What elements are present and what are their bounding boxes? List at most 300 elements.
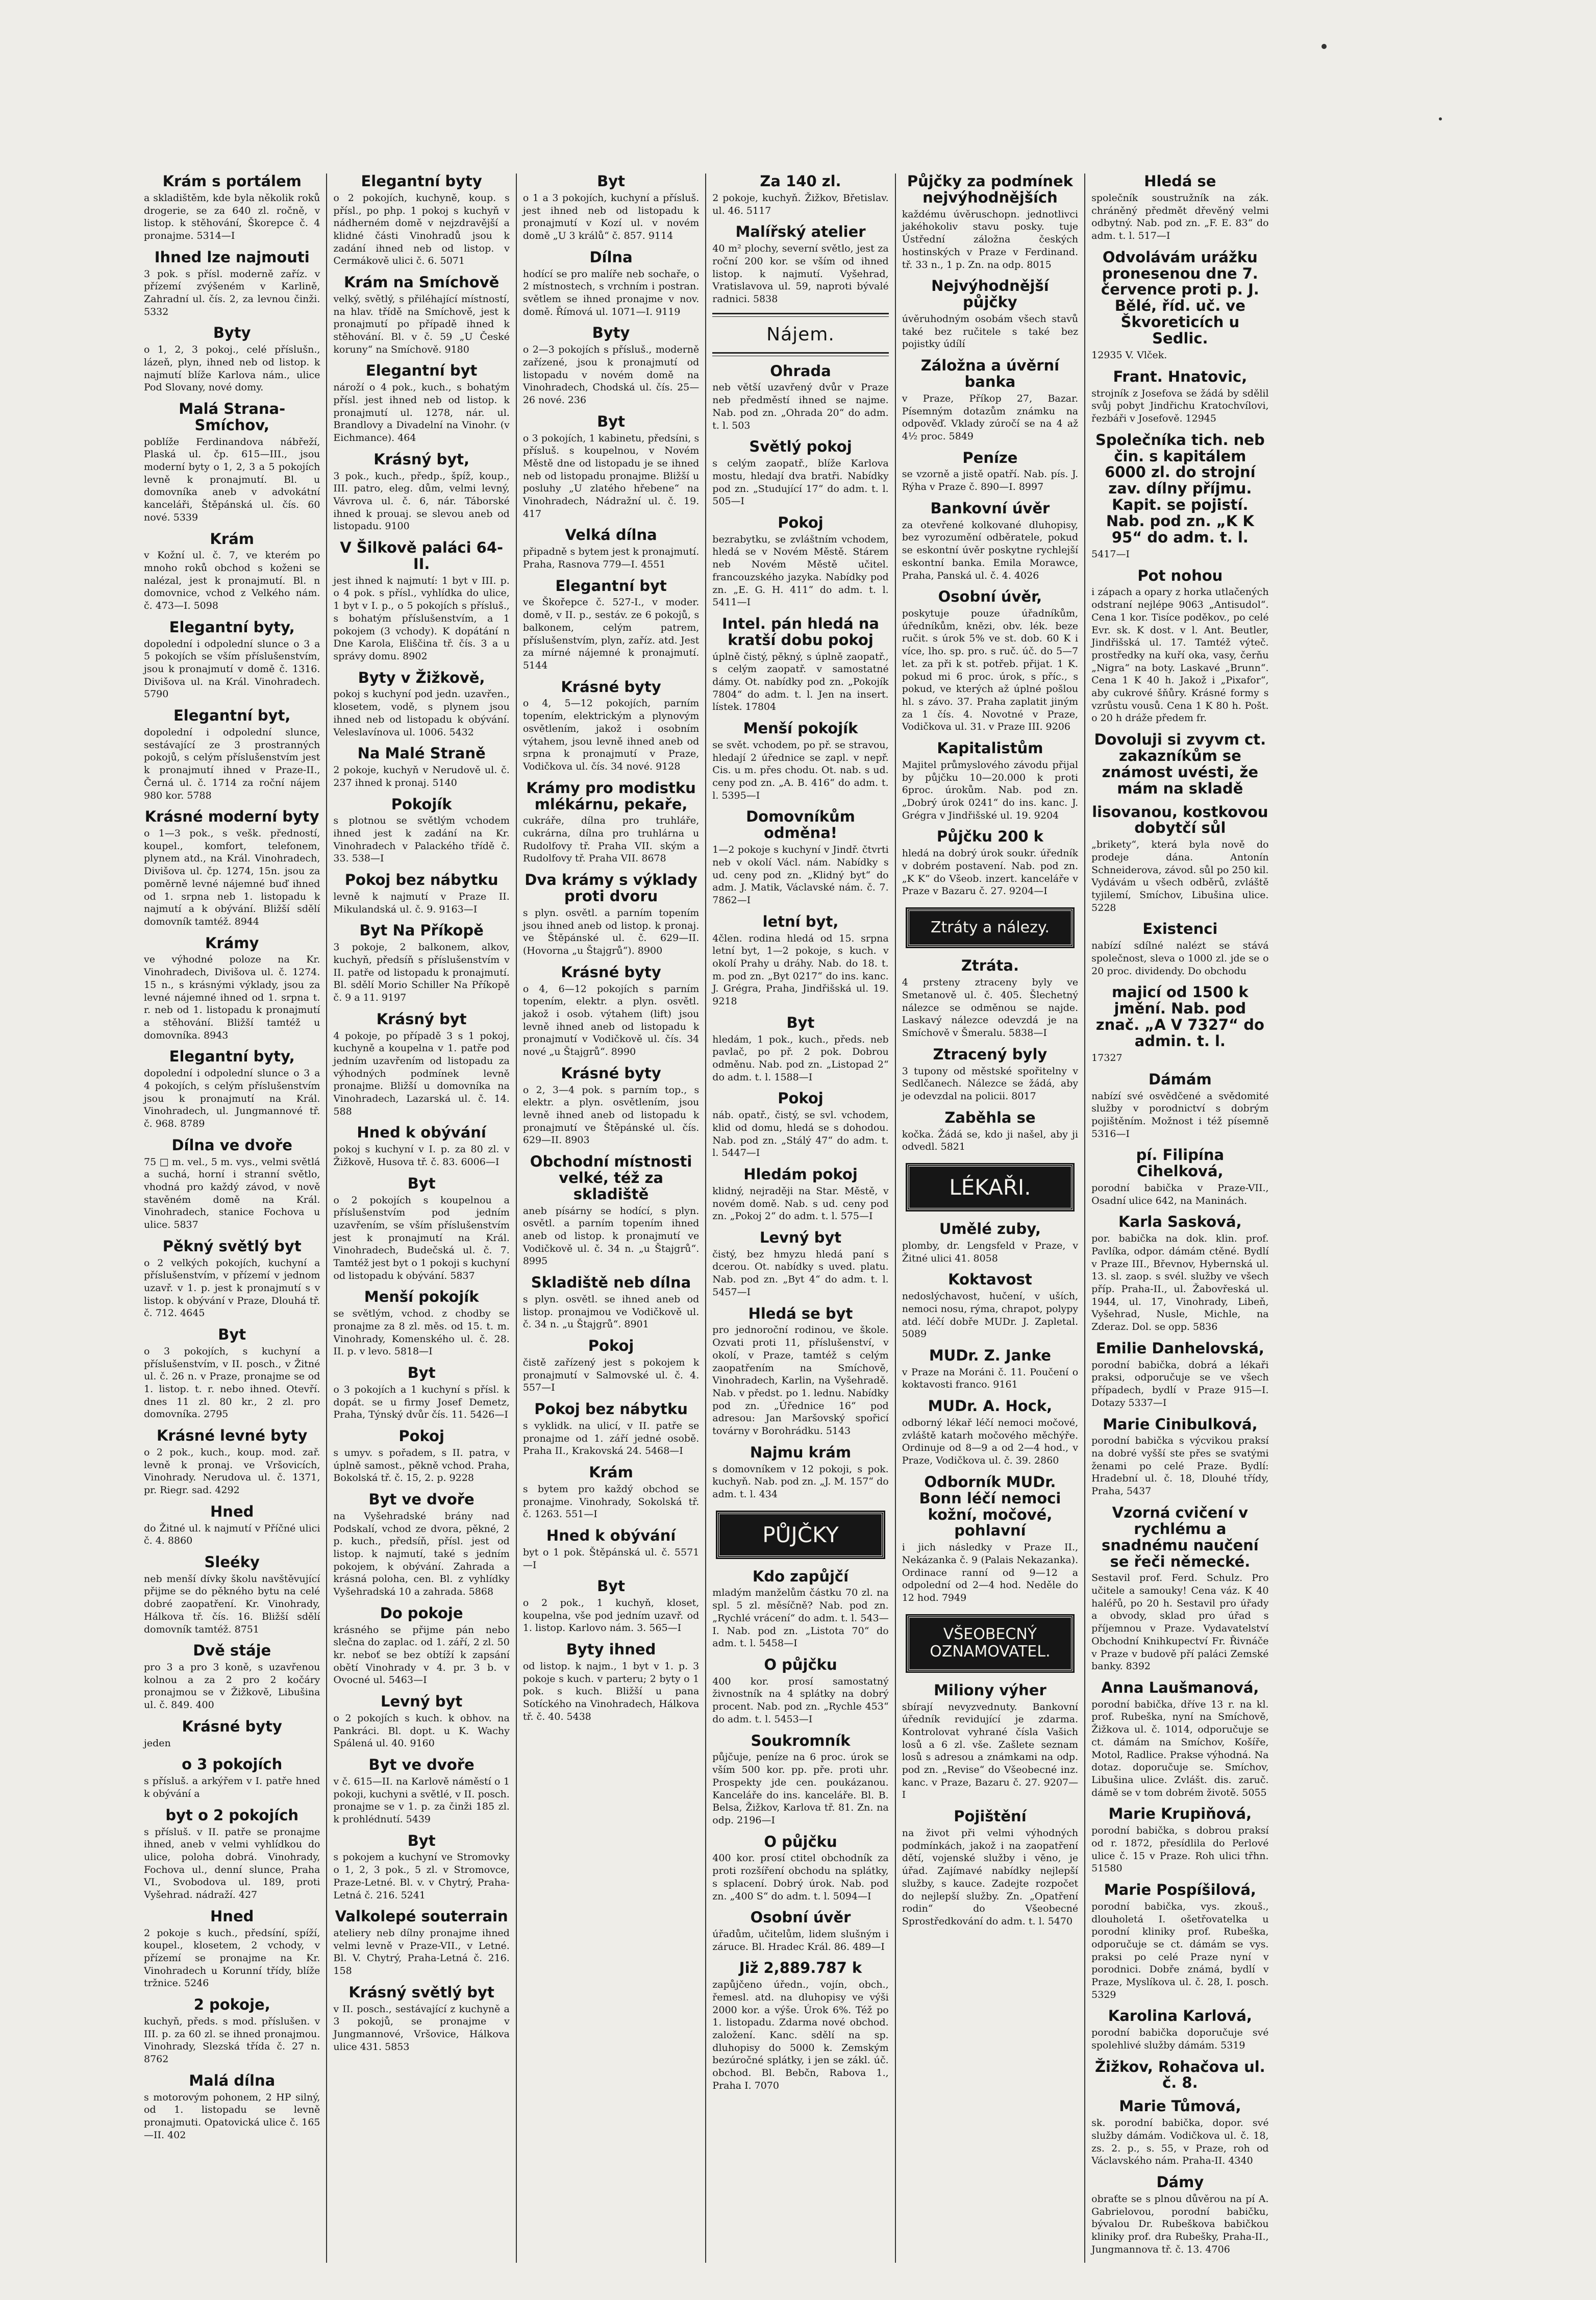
classified-ad: [1091, 2059, 1268, 2092]
classified-ad: [333, 1985, 509, 2054]
ad-heading: Obchodní místnosti velké, též za skladiště: [530, 1153, 692, 1203]
ad-body: o 2—3 pokojích s přísluš., moderně zařízené, jsou k pronajmutí od listopadu v novém domě na Vinohradech, Chodská ul. čís. 25—26 nové. 236: [522, 344, 700, 406]
ad-heading: byt o 2 pokojích: [165, 1806, 299, 1824]
classified-ad: [712, 1445, 888, 1501]
classified-ad: [144, 1327, 320, 1421]
classified-ad: [144, 1757, 320, 1800]
ad-heading: Dílna ve dvoře: [171, 1136, 292, 1154]
ad-heading: Krámy: [205, 934, 259, 952]
ad-body: Majitel průmyslového závodu přijal by půjčku 10—20.000 k proti 6proc. úrokům. Nab. pod zn. „Dobrý úrok 0241“ do ins. kanc. J. Grégra v Jindřišské ul. 19. 9204: [902, 759, 1079, 821]
ad-heading: lisovanou, kostkovou dobytčí sůl: [1092, 803, 1268, 837]
ad-heading: Marie Pospíšilová,: [1104, 1881, 1256, 1898]
ad-heading: Malá dílna: [189, 2071, 276, 2089]
section-label: Nájem.: [766, 324, 835, 345]
classified-ad: [144, 1137, 320, 1231]
classified-ad: [902, 589, 1078, 733]
ad-body: připadně s bytem jest k pronajmutí. Praha, Rasnova 779—I. 4551: [522, 546, 700, 570]
classified-ad: [902, 829, 1078, 898]
classified-ad: [523, 527, 699, 571]
ad-body: porodní babička, dříve 13 r. na kl. prof. Rubeška, nyní na Smíchově, Žižkova ul. č. 1014, odporučuje se ct. dámám na Smíchov, Košíře, Motol, Radlice. Prakse výhodná. Na dotaz. doporučuje se. Smíchov, Libušina ulice. Zvlášt. dis. zaruč. dámě se v tom dobrém životě. 5055: [1091, 1698, 1269, 1798]
ad-body: 2 pokoje, kuchyň v Nerudově ul. č. 237 ihned k pronaj. 5140: [333, 764, 510, 788]
classified-ad: [1091, 369, 1268, 425]
classified-ad: [144, 1808, 320, 1901]
ad-body: o 1—3 pok., s vešk. předností, koupel., komfort, telefonem, plynem atd., na Král. Vinohradech, Divišova ul. čp. 1274, 15n. jsou za poměrně levné nájemné buď ihned od 1. srpna neb 1. listopadu k najmutí a k obývání. Bližší sdělí domovník tamtéž. 8944: [144, 828, 320, 927]
ad-heading: Koktavost: [948, 1271, 1032, 1289]
classified-ad: [1091, 1806, 1268, 1875]
ad-heading: Ztracený byly: [933, 1045, 1048, 1063]
ad-heading: Světlý pokoj: [749, 438, 852, 456]
ad-body: 75 □ m. vel., 5 m. vys., velmi světlá a suchá, horní i stranní světlo, vhodná pro každý závod, v nově stavěném domě na Král. Vinohradech, stanice Fochova u ulice. 5837: [144, 1156, 320, 1230]
ad-body: zapůjčeno úředn., vojín, obch., řemesl. atd. na dluhopisy ve výši 2000 kor. a výše. Úrok 6%. Též po 1. listopadu. Zdarma nové obchod. založení. Kanc. sdělí na sp. dluhopisy do 5000 k. Zemským bezúročné splátky, i jen se zákl. úč. obchod. Bl. Bebčn, Rabova 1., Praha I. 7070: [712, 1979, 889, 2091]
ad-heading: Hledá se: [1144, 172, 1216, 190]
ad-body: v č. 615—II. na Karlově náměstí o 1 pokoji, kuchyni a světlé, v II. posch. pronajme se v 1. p. za činži 185 zl. k prohlédnutí. 5439: [333, 1775, 510, 1825]
ad-body: o 3 pokojích, 1 kabinetu, předsíni, s přísluš. s koupelnou, v Novém Městě dne od listopadu je se ihned neb od listopadu pronajme. Bližší u posluhy „U zlatého hřebene“ na Vinohradech, Nádražní ul. č. 19. 417: [522, 432, 700, 520]
ad-body: s celým zaopatř., blíže Karlova mostu, hledají dva bratři. Nabídky pod zn. „Studující 17“ do adm. t. l. 505—I: [712, 458, 889, 507]
ad-heading: Karolina Karlová,: [1108, 2007, 1252, 2025]
classified-ad: [712, 1230, 888, 1299]
ad-heading: Miliony výher: [934, 1681, 1046, 1699]
ad-heading: Pokojík: [391, 795, 452, 813]
ad-heading: Krásný světlý byt: [348, 1983, 494, 2001]
ad-body: 2 pokoje, kuchyň. Žižkov, Břetislav. ul. 46. 5117: [712, 192, 889, 216]
ad-body: úplně čistý, pěkný, s úplně zaopatř., s celým zaopatř. v samostatné dámy. Ot. nabídky pod zn. „Pokojík 7804“ do adm. t. l. Jen na insert. lístek. 17804: [712, 651, 889, 713]
classified-ad: [333, 872, 509, 916]
ad-body: o 2 pok., 1 kuchyň, kloset, koupelna, vše pod jedním uzavř. od 1. listop. Karlovo nám. 3. 565—I: [522, 1597, 700, 1634]
ad-heading: Menší pokojík: [364, 1288, 479, 1306]
classified-ad: [902, 1348, 1078, 1391]
classified-ad: [712, 721, 888, 802]
ad-body: v Kožní ul. č. 7, ve kterém po mnoho roků obchod s koženi se nalézal, jest k pronajmutí. Bl. n domovnice, vchod z Velkého nám. č. 473—I. 5098: [144, 550, 320, 612]
ad-body: o 3 pokojích, s kuchyní a příslušenstvím, v II. posch., v Žitné ul. č. 26 n. v Praze, pronajme se od 1. listop. t. r. nebo ihned. Otevří. dnes 11 zl. 80 kr., 2 zl. pro domovníka. 2795: [144, 1345, 320, 1420]
ad-heading: Odvolávám urážku pronesenou dne 7. července proti p. J. Bělé, říd. uč. ve Škvoreticích u Sedlic.: [1101, 248, 1259, 348]
ad-body: s domovníkem v 12 pokoji, s pok. kuchyň. Nab. pod zn. „J. M. 157“ do adm. t. l. 434: [712, 1463, 889, 1500]
ad-body: o 2 pokojích s koupelnou a příslušenstvím pod jedním uzavřením, se vším příslušenstvím jest k pronajmutí na Král. Vinohradech, Budečská ul. č. 7. Tamtéž jest byt o 1 pokoji s kuchyní od listopadu k obývání. 5837: [333, 1194, 510, 1281]
ad-heading: Dámám: [1149, 1070, 1212, 1088]
ad-body: o 2 pok., kuch., koup. mod. zař. levně k pronaj. ve Vršovicích, Vinohrady. Nerudova ul. č. 1371, pr. Riegr. sad. 4292: [144, 1446, 320, 1496]
ad-heading: Marie Krupiňová,: [1108, 1805, 1252, 1823]
classified-ad: [523, 780, 699, 865]
ad-heading: letní byt,: [762, 912, 839, 930]
ad-heading: Byt ve dvoře: [368, 1490, 475, 1508]
classified-ad: [523, 964, 699, 1058]
ad-body: čistě zařízený jest s pokojem k pronajmutí v Salmovské ul. č. 4. 557—I: [522, 1356, 700, 1394]
ad-body: se vzorně a jistě opatří. Nab. pís. J. Rýha v Praze č. 890—I. 8997: [902, 468, 1079, 493]
ad-heading: Dámy: [1156, 2173, 1204, 2191]
ad-heading: Byt: [407, 1832, 436, 1849]
ad-body: na Vyšehradské brány nad Podskalí, vchod ze dvora, pěkné, 2 p. kuch., předsíň, přísl. jest od listop. k najmutí, také s jedním pokojem, k obývání. Zahrada a krásná poloha, cen. Bl. z vyhlídky Vyšehradská 10 a zahrada. 5868: [333, 1510, 510, 1597]
ad-body: porodní babička doporučuje své spolehlivé služby dámám. 5319: [1091, 2027, 1269, 2051]
ad-body: 3 pokoje, 2 balkonem, alkov, kuchyň, předsíň s příslušenstvím v II. patře od listopadu k pronajmutí. Bl. sdělí Morio Schiller Na Příkopě č. 9 a 11. 9197: [333, 942, 510, 1004]
section-box: LÉKAŘI.: [907, 1165, 1073, 1210]
classified-ad: [902, 1398, 1078, 1467]
ad-heading: Malířský atelier: [735, 223, 866, 241]
section-box: Ztráty a nálezy.: [907, 909, 1073, 947]
classified-ad: [1091, 1214, 1268, 1333]
classified-ad: [523, 1578, 699, 1635]
ad-heading: Půjčky za podmínek nejvýhodnějších: [907, 172, 1073, 206]
ad-body: 2 pokoje s kuch., předsíní, spíží, koupel., klosetem, 2 vchody, v přízemí se pronajme na Kr. Vinohradech u Korunní třídy, blíže tržnice. 5246: [144, 1927, 320, 1989]
ad-body: aneb písárny se hodící, s plyn. osvětl. a parním topením ihned aneb od listop. k pronajmutí ve Vodičkově ul. č. 34 n. „u Štajgrů“. 8995: [522, 1205, 700, 1267]
ad-heading: Ohrada: [770, 362, 831, 380]
ad-heading: Byt: [218, 1325, 246, 1343]
classified-ad: [902, 1683, 1078, 1801]
classified-ad: [523, 414, 699, 521]
classified-ad: [1091, 1505, 1268, 1673]
ad-body: 1—2 pokoje s kuchyní v Jindř. čtvrti neb v okolí Václ. nám. Nabídky s ud. ceny pod zn. „Klidný byt“ do adm. J. Matik, Václavské nám. č. 7. 7862—I: [712, 844, 889, 906]
ad-heading: Krám: [589, 1463, 633, 1481]
ad-body: bezrabytku, se zvláštním vchodem, hledá se v Novém Městě. Stárem neb Novém Městě učitel. francouzského jazyka. Nabídky pod zn. „E. G. H. 411“ do adm. t. l. 5411—I: [712, 533, 889, 608]
ad-heading: Ztráta.: [961, 957, 1019, 975]
ad-body: i zápach a opary z horka utlačených odstraní nejlépe 9063 „Antisudol“. Cena 1 kor. Tisíce poděkov., po celé Evr. sk. K dost. v l. Ant. Beutler, Jindřišská ul. 17. Tamtéž výteč. prostředky na kuří oka, vasy, čerňu „Nigra“ na boty. Laskavé „Brunn“. Cena 1 K 40 h. Jakož i „Pixafor“, aby cukrové šňůry. Krásné formy s vzrůstu vousů. Cena 1 K 80 h. Pošt. o 20 h dráže předem fr.: [1091, 586, 1269, 724]
ad-body: a skladištěm, kde byla několik roků drogerie, se za 640 zl. ročně, v listop. k stěhování, Škorepce č. 4 pronajme. 5314—I: [144, 192, 320, 241]
classified-ad: [902, 278, 1078, 351]
classified-ad: [712, 1960, 888, 2092]
classified-ad: [1091, 1147, 1268, 1207]
column-6: [1085, 174, 1275, 2263]
ad-body: levně k najmutí v Praze II. Mikulandská ul. č. 9. 9163—I: [333, 891, 510, 915]
classified-ad: [902, 958, 1078, 1039]
ad-heading: Emilie Danhelovská,: [1095, 1339, 1264, 1357]
ad-heading: Kapitalistům: [937, 739, 1043, 757]
ad-body: za otevřené kolkované dluhopisy, bez vyrozumění odběratele, pokud se eskontní úvěr poskytne rychlejší eskontní banka. Emila Morawce, Praha, Panská ul. č. 4. 4026: [902, 519, 1079, 581]
ad-heading: Menší pokojík: [743, 720, 858, 737]
ad-body: s bytem pro každý obchod se pronajme. Vinohrady, Sokolská tř. č. 1263. 551—I: [522, 1483, 700, 1520]
ad-body: v II. posch., sestávající z kuchyně a 3 pokojů, se pronajme v Jungmannové, Vršovice, Hálkova ulice 431. 5853: [333, 2003, 510, 2052]
ad-heading: Krámy pro modistku mlékárnu, pekaře,: [526, 779, 696, 813]
classified-ad: [1091, 1882, 1268, 2001]
ad-body: s plyn. osvětl. se ihned aneb od listop. pronajmou ve Vodičkově ul. č. 34 n. „u Štajgrů“. 8901: [522, 1294, 700, 1330]
classified-ad: [902, 501, 1078, 582]
ad-heading: Elegantní byty,: [169, 618, 295, 636]
ad-heading: O půjčku: [764, 1655, 837, 1673]
ad-heading: Osobní úvěr,: [938, 588, 1042, 606]
ad-heading: 2 pokoje,: [193, 1996, 270, 2014]
ad-heading: Osobní úvěr: [750, 1909, 851, 1926]
ad-body: dopolední i odpolední slunce, sestávající ze 3 prostranných pokojů, s celým příslušenstvím jest k pronajmutí ihned v Praze-II., Černá ul. č. 1714 za roční nájem 980 kor. 5788: [144, 727, 320, 801]
ad-heading: Bankovní úvěr: [930, 499, 1050, 517]
ad-heading: Pokoj: [398, 1427, 444, 1445]
ad-heading: Levný byt: [381, 1692, 463, 1710]
ad-heading: Do pokoje: [380, 1604, 463, 1622]
ad-body: náb. opatř., čistý, se svl. vchodem, klid od domu, hledá se s dohodou. Nab. pod zn. „Stálý 47“ do adm. t. l. 5447—I: [712, 1109, 889, 1159]
ad-body: porodní babička, s dobrou praksí od r. 1872, přesídlila do Perlové ulice č. 15 v Praze. Roh ulici třhn. 51580: [1091, 1825, 1269, 1874]
ad-body: ve Škořepce č. 527-I., v moder. domě, v II. p., sestáv. ze 6 pokojů, s balkonem, celým patrem, příslušenstvím, plyn, zaříz. atd. Jest za mírné nájemné k pronajmutí. 5144: [522, 597, 700, 671]
ad-body: nedoslýchavost, hučení, v uších, nemoci nosu, rýma, chrapot, polypy atd. léčí dobře MUDr. J. Zapletal. 5089: [902, 1291, 1079, 1340]
column-2: [327, 174, 516, 2263]
ad-heading: Krásné levné byty: [157, 1426, 308, 1444]
ad-heading: Společníka tich. neb čin. s kapitálem 6000 zl. do strojní zav. dílny příjmu. Kapit. se pojistí. Nab. pod zn. „K K 95“ do adm. t. l.: [1095, 431, 1265, 546]
ad-heading: Pokoj bez nábytku: [344, 871, 498, 889]
ad-heading: Pot nohou: [1137, 566, 1223, 584]
ad-body: poblíže Ferdinandova nábřeží, Plaská ul. čp. 615—III., jsou moderní byty o 1, 2, 3 a 5 pokojích levně k pronajmutí. Bl. u domovníka aneb v advokátní kanceláři, Štěpánská ul. čís. 60 nové. 5339: [144, 436, 320, 523]
ad-body: dopolední i odpolední slunce o 3 a 4 pokojích, s celým příslušenstvím jsou k pronajmutí na Král. Vinohradech, ul. Jungmannové tř. č. 968. 8789: [144, 1068, 320, 1129]
classified-ad: [523, 1465, 699, 1521]
ad-heading: Pokoj: [778, 1090, 824, 1107]
ad-heading: Byt: [597, 412, 625, 430]
ad-body: na život při velmi výhodných podmínkách, jakož i na zaopatření dětí, vojenské služby i věno, je úřad. Zajímavé nabídky nejlepší služby, s kauce. Zadejte rozpočet do nejlepší služby. Zn. „Opatření rodin“ do Všeobecné Sprostředkování do adm. t. l. 5470: [902, 1827, 1079, 1927]
ad-body: byt o 1 pok. Štěpánská ul. č. 5571—I: [522, 1546, 700, 1571]
classified-ad: [902, 358, 1078, 443]
ad-body: do Žitné ul. k najmutí v Příčné ulici č. 4. 8860: [144, 1522, 320, 1547]
ad-heading: Byt: [597, 172, 625, 190]
ad-body: 400 kor. prosí ctitel obchodník za proti rozšíření obchodu na splátky, s splacení. Dobrý úrok. Nab. pod zn. „400 S“ do adm. t. l. 5094—I: [712, 1852, 889, 1902]
classified-ad: [902, 174, 1078, 271]
classified-ad: [144, 1554, 320, 1636]
ad-body: sk. porodní babička, dopor. své služby dámám. Vodičkova ul. č. 18, zs. 2. p., s. 55, v Praze, roh od Václavského nám. Praha-II. 4340: [1091, 2117, 1269, 2167]
classified-ad: [712, 174, 888, 217]
classified-ad: [1091, 432, 1268, 561]
ad-heading: O půjčku: [764, 1833, 837, 1850]
classified-ad: [333, 670, 509, 739]
classified-ad: [333, 452, 509, 533]
ad-heading: Krásný byt: [376, 1010, 467, 1028]
ad-heading: Pokoj: [588, 1337, 634, 1355]
ad-heading: Pokoj bez nábytku: [534, 1400, 688, 1418]
ad-body: 400 kor. prosí samostatný živnostník na 4 splátky na dobrý procent. Nab. pod zn. „Rychle 453“ do adm. t. l. 5453—I: [712, 1675, 889, 1725]
classified-ad: [1091, 1680, 1268, 1799]
classified-ad: [902, 1047, 1078, 1103]
classified-ad: [333, 1428, 509, 1485]
ad-heading: Krásné byty: [561, 1064, 661, 1082]
classified-ad: [902, 1221, 1078, 1265]
ad-body: hledá na dobrý úrok soukr. úředník v dobrém postavení. Nab. pod zn. „K K“ do Všeob. inzert. kanceláře v Praze v Bazaru č. 27. 9204—I: [902, 848, 1079, 897]
section-rule: [712, 313, 888, 317]
classified-ad: [712, 1167, 888, 1223]
ad-body: o 3 pokojích a 1 kuchyní s přísl. k dopát. se u firmy Josef Demetz, Praha, Týnský dvůr čís. 11. 5426—I: [333, 1383, 510, 1421]
ad-body: o 2 pokojích s kuch. k obhov. na Pankráci. Bl. dopt. u K. Wachy Spálená ul. 40. 9160: [333, 1712, 510, 1749]
ad-heading: Krám: [210, 530, 254, 548]
classified-ad: [1091, 1341, 1268, 1409]
ad-heading: Byt Na Příkopě: [359, 922, 484, 939]
ad-body: úvěruhodným osobám všech stavů také bez ručitele s také bez pojistky údílí: [902, 313, 1079, 350]
ad-body: v Praze, Příkop 27, Bazar. Písemným dotazům známku na odpověď. Vklady zúročí se na 4 až 4½ proc. 5849: [902, 392, 1079, 442]
ad-heading: Hned: [210, 1502, 254, 1520]
classified-ad: [333, 275, 509, 356]
classified-ad: [712, 809, 888, 906]
classified-ad: [523, 679, 699, 773]
classified-ad: [1091, 568, 1268, 725]
classified-ad: [333, 540, 509, 663]
classified-ad: [144, 250, 320, 318]
classified-ad: [144, 620, 320, 701]
ad-body: ateliery neb dílny pronajme ihned velmi levně v Praze-VII., v Letné. Bl. V. Chytrý, Praha-Letná č. 216. 158: [333, 1927, 510, 1977]
ad-heading: Krám na Smíchově: [343, 274, 500, 291]
ad-heading: Elegantní byty,: [169, 1048, 295, 1066]
ad-body: 3 pok., kuch., předp., špíž, koup., III. patro, eleg. dům, velmi levný, Vávrova ul. č. 6, nár. Táborské ihned k prouaj. se slevou aneb od listopadu. 9100: [333, 470, 510, 532]
classified-ad: [1091, 250, 1268, 362]
ad-heading: MUDr. A. Hock,: [928, 1397, 1053, 1415]
ad-heading: Byt: [597, 1577, 625, 1595]
ad-heading: Dílna: [589, 248, 633, 266]
classified-ad: [333, 1125, 509, 1168]
classified-ad: [712, 363, 888, 432]
ad-heading: Skladiště neb dílna: [531, 1274, 691, 1292]
ad-body: kuchyň, předs. s mod. příslušen. v III. p. za 60 zl. se ihned pronajmou. Vinohrady, Slezská třída č. 27 n. 8762: [144, 2015, 320, 2065]
classified-ad: [523, 1154, 699, 1268]
classified-ad: [144, 325, 320, 394]
classified-ad: [144, 1239, 320, 1320]
ad-heading: Byt ve dvoře: [368, 1755, 475, 1773]
classified-ad: [144, 708, 320, 802]
ad-heading: Dva krámy s výklady proti dvoru: [525, 871, 697, 905]
ad-body: porodní babička s výcvikou praksí na dobré vyšší ste přes se svatými ženami po celé Praze. Bydlí: Hradební ul. č. 18, Dlouhé třídy, Praha, 5437: [1091, 1435, 1269, 1497]
ad-body: porodní babička, vys. zkouš., dlouholetá I. ošetřovatelka u porodní kliniky prof. Rubeška, odporučuje se ct. dámám se vys. praksi po celé Praze nyní v porodnici. Dobře známá, bydlí v Praze, Myslíkova ul. č. 28, I. posch. 5329: [1091, 1900, 1269, 2000]
ad-body: obraťte se s plnou důvěrou na pí A. Gabrielovou, porodní babičku, bývalou Dr. Rubeškova babičkou kliniky prof. dra Rubešky, Praha-II., Jungmannova tř. č. 13. 4706: [1091, 2193, 1269, 2255]
classified-ad: [1091, 732, 1268, 797]
ad-heading: Frant. Hnatovic,: [1113, 367, 1248, 385]
classified-ad: [523, 872, 699, 957]
ad-heading: Byty v Žižkově,: [358, 669, 485, 686]
ad-heading: Byt: [786, 1013, 815, 1031]
classified-ad: [144, 1719, 320, 1750]
section-box: VŠEOBECNÝ OZNAMOVATEL.: [907, 1616, 1073, 1671]
classified-ad: [144, 1049, 320, 1130]
ad-heading: Nejvýhodnější půjčky: [931, 277, 1049, 311]
ad-body: hodící se pro malíře neb sochaře, o 2 místnostech, s vrchním i postran. světlem se ihned pronajme v nov. domě. Římová ul. 1071—I. 9119: [522, 268, 700, 317]
ad-body: odborný lékař léčí nemoci močové, zvláště katarh močového měchýře. Ordinuje od 8—9 a od 2—4 hod., v Praze, Vodičkova ul. č. 39. 2860: [902, 1417, 1079, 1467]
ad-heading: Elegantní byty: [361, 172, 482, 190]
classified-sheet: [138, 172, 1464, 2255]
ad-body: Sestavil prof. Ferd. Schulz. Pro učitele a samouky! Cena váz. K 40 haléřů, po 20 h. Sestavil pro úřady a obvody, sklad pro úřad s příjemnou v Praze. Vydavatelství Obchodní Knihkupectví Fr. Řivnáče v Praze v budově pří paláci Zemské banky. 8392: [1091, 1572, 1269, 1672]
ad-heading: Velká dílna: [565, 526, 657, 544]
ad-body: čistý, bez hmyzu hledá paní s dcerou. Ot. nabídky s uved. platu. Nab. pod zn. „Byt 4“ do adm. t. l. 5457—I: [712, 1248, 889, 1298]
ad-body: hledám, 1 pok., kuch., předs. neb pavlač, po př. 2 pok. Dobrou odměnu. Nab. pod zn. „Listopad 2“ do adm. t. l. 1588—I: [712, 1033, 889, 1083]
ad-body: „brikety“, která byla nově do prodeje dána. Antonín Schneiderova, závod. sůl po 250 kil. Vydávám u všech odběrů, zvláště tyjilemí, Smíchov, Libušina ulice. 5228: [1091, 839, 1269, 913]
classified-ad: [333, 1289, 509, 1358]
classified-ad: [902, 1474, 1078, 1604]
ad-body: o 1 a 3 pokojích, kuchyní a přísluš. jest ihned neb od listopadu k pronajmutí v Kozí ul. v novém domě „U 3 králů“ č. 857. 9114: [522, 192, 700, 241]
ad-body: cukráře, dílna pro truhláře, cukrárna, dílna pro truhlárna u Rudolfovy tř. Praha VII. ským a Rudolfovy tř. Praha VII. 8678: [522, 815, 700, 864]
ad-body: 5417—I: [1091, 548, 1130, 560]
classified-ad: [1091, 2174, 1268, 2256]
ad-heading: Odborník MUDr. Bonn léčí nemoci kožní, močové, pohlavní: [919, 1473, 1061, 1540]
classified-ad: [902, 740, 1078, 822]
classified-ad: [333, 363, 509, 444]
ad-body: velký, světlý, s přiléhající místností, na hlav. třídě na Smíchově, jest k pronajmutí po případě ihned k stěhování. Bl. v č. 59 „U České koruny“ na Smíchově. 9180: [333, 293, 510, 355]
classified-ad: [333, 1011, 509, 1118]
ad-body: 4 prsteny ztraceny byly ve Smetanově ul. č. 405. Šlechetný nálezce se odměnou se najde. Laskavý nálezce odevzdá je na Smíchově v Šmeralu. 5838—I: [902, 977, 1079, 1039]
ad-body: 17327: [1091, 1052, 1123, 1064]
ad-body: pokoj s kuchyní v I. p. za 80 zl. v Žižkově, Husova tř. č. 83. 6006—I: [333, 1144, 510, 1168]
classified-ad: [902, 450, 1078, 493]
ad-heading: Byty ihned: [566, 1641, 656, 1659]
ad-body: jest ihned k najmutí: 1 byt v III. p. o 4 pok. s přísl., vyhlídka do ulice, 1 byt v I. p., o 5 pokojích s přísluš., s bohatým příslušenstvím, a 1 pokojem (3 vchody). K dopátání n Dne Karola, Eliščina tř. čís. 3 a u správy domu. 8902: [333, 575, 510, 662]
ad-heading: Pojištění: [954, 1808, 1027, 1825]
ad-heading: Za 140 zl.: [760, 172, 841, 190]
ad-body: půjčuje, peníze na 6 proc. úrok se vším 500 kor. pp. pře. proti uhr. Prospekty jde cen. poukázanou. Kanceláře do ins. kanceláře. Bl. B. Belsa, Žižkov, Karlova tř. 81. Zn. na odp. 2196—I: [712, 1751, 889, 1826]
ad-body: s pokojem a kuchyní ve Stromovky o 1, 2, 3 pok., 5 zl. v Stromovce, Praze-Letné. Bl. v. v Chytrý, Praha-Letná č. 216. 5241: [333, 1851, 510, 1901]
section-rule: [712, 352, 888, 356]
column-3: [517, 174, 706, 2263]
classified-ad: [712, 1733, 888, 1827]
ad-body: jeden: [144, 1737, 171, 1749]
classified-ad: [712, 1569, 888, 1650]
classified-ad: [523, 325, 699, 406]
classified-ad: [333, 1694, 509, 1750]
classified-ad: [523, 174, 699, 242]
classified-ad: [902, 1809, 1078, 1927]
ad-heading: V Šilkově paláci 64-II.: [340, 539, 504, 573]
classified-ad: [144, 531, 320, 612]
classified-ad: [712, 1657, 888, 1726]
ad-heading: Soukromník: [751, 1732, 851, 1749]
classified-ad: [902, 1272, 1078, 1341]
ad-body: 4člen. rodina hledá od 15. srpna letní byt, 1—2 pokoje, s kuch. v okolí Prahy u dráhy. Nab. do 18. t. m. pod zn. „Byt 0217“ do ins. kanc. J. Grégra, Praha, Jindřišská ul. 19. 9218: [712, 932, 889, 1007]
classified-ad: [523, 1275, 699, 1331]
ad-body: s vyklidk. na ulicí, v II. patře se pronajme od 1. září jedné osobě. Praha II., Krakovská 24. 5468—I: [522, 1420, 700, 1457]
classified-ad: [712, 1910, 888, 1953]
classified-ad: [712, 1834, 888, 1903]
classified-ad: [712, 1015, 888, 1084]
ad-body: o 2 pokojích, kuchyně, koup. s přísl., po php. 1 pokoj s kuchyň v nádherném domě v nejzdravější a klidné části Vinohradů jsou k zadání ihned neb od listop. v Cermákově ulici č. 6. 5071: [333, 192, 510, 267]
ad-body: porodní babička, dobrá a lékaři praksi, odporučuje se ve všech případech, bydlí v Praze 915—I. Dotazy 5337—I: [1091, 1359, 1269, 1408]
ad-heading: Krásný byt,: [373, 450, 470, 468]
classified-ad: [333, 1176, 509, 1282]
ad-heading: Hned k obývání: [357, 1124, 486, 1142]
classified-ad: [333, 797, 509, 865]
ad-body: 4 pokoje, po případě 3 s 1 pokoj, kuchyně a koupelna v 1. patře pod jedním uzavřením od listopadu za výhodných podmínek levně pronajme. Bližší u domovníka na Vinohradech, Lazarská ul. č. 14. 588: [333, 1030, 510, 1117]
ad-heading: Dovoluji si zvyvm ct. zakazníkům se známost uvésti, že mám na skladě: [1094, 731, 1266, 797]
classified-ad: [144, 2073, 320, 2142]
classified-ad: [712, 914, 888, 1008]
ad-heading: Najmu krám: [750, 1443, 852, 1461]
ad-body: se svět. vchodem, po př. se stravou, hledají 2 úřednice se zapl. v nepř. Cis. u m. přes chodu. Ot. nab. s ud. ceny pod zn. „A. B. 416“ do adm. t. l. 5395—I: [712, 739, 889, 801]
ad-body: pro jednoroční rodinou, ve škole. Ozvati proti 11, příslušenství, v okolí, v Praze, tamtéž s celým zaopatřením na Smíchově, Vinohradech, Karlin, na Vyšehradě. Nab. v předst. po 1. lednu. Nabídky pod zn. „Úřednice 16“ pod adresou: Jan Maršovský spořicí továrny v Borohrádku. 5143: [712, 1324, 889, 1437]
classified-ad: [144, 1504, 320, 1547]
column-4: [706, 174, 895, 2263]
classified-ad: [144, 401, 320, 524]
ad-body: dopolední i odpolední slunce o 3 a 5 pokojích se vším příslušenstvím, jsou k pronajmutí v domě č. 1316. Divišova ul. na Král. Vinohradech. 5790: [144, 638, 320, 700]
classified-ad: [712, 224, 888, 305]
classified-ad: [1091, 921, 1268, 977]
classified-ad: [902, 1110, 1078, 1153]
classified-ad: [523, 1338, 699, 1394]
ad-heading: MUDr. Z. Janke: [929, 1346, 1051, 1364]
ad-heading: Elegantní byt: [365, 362, 478, 380]
ad-heading: Na Malé Straně: [357, 745, 486, 762]
ad-body: klidný, nejraději na Star. Městě, v novém domě. Nab. s ud. ceny pod zn. „Pokoj 2“ do adm. t. l. 575—I: [712, 1185, 889, 1222]
ad-heading: Krásné byty: [561, 678, 661, 696]
ad-body: společník soustružník na zák. chráněný předmět dřevěný velmi odbytný. Nab. pod zn. „F. E. 83“ do adm. t. l. 517—I: [1091, 192, 1269, 241]
ad-heading: Marie Cinibulková,: [1103, 1415, 1258, 1433]
ad-body: nabízí své osvědčené a svědomité služby v porodnictví s dobrým pojištěním. Možnost i též písemně 5316—I: [1091, 1090, 1269, 1140]
ad-body: i jich následky v Praze II., Nekázanka č. 9 (Palais Nekazanka). Ordinace ranní od 9—12 a odpolední od 2—4 hod. Neděle do 12 hod. 7949: [902, 1542, 1079, 1604]
ad-body: o 2, 3—4 pok. s parním top., s elektr. a plyn. osvětlením, jsou levně ihned aneb od listopadu k pronajmutí ve Štěpánské ul. čís. 629—II. 8903: [522, 1084, 700, 1146]
classified-ad: [1091, 804, 1268, 914]
ad-heading: Byt: [407, 1364, 436, 1382]
ad-heading: Hned: [210, 1907, 254, 1925]
ad-body: poskytuje pouze úřadníkům, úředníkům, knězi, obv. lék. beze ručit. s úrok 5% ve st. dob. 60 K i více, lho. sp. pro. s ruč. úč. do 5—7 let. za při k st. potřeb. přijat. 1 K. pokud mi 6 proc. úrok, s příc., s pokud, ve kterých až úplné pošlou hl. s závo. 37. Praha zaplatit jiným za 1 čís. 4. Novotné v Praze, Vodičkova ul. 31. v Praze III. 9206: [902, 608, 1079, 733]
ad-body: od listop. k najm., 1 byt v 1. p. 3 pokoje s kuch. v parteru; 2 byty o 1 pok. s kuch. Bližší u pana Sotíckého na Vinohradech, Hálkova tř. č. 40. 5438: [522, 1661, 700, 1722]
ad-heading: Sleéky: [204, 1553, 260, 1571]
classified-ad: [1091, 174, 1268, 242]
ad-body: úřadům, učitelům, lidem slušným i záruce. Bl. Hradec Král. 86. 489—I: [712, 1928, 889, 1952]
ad-body: sbírají nevyzvednuty. Bankovní úředník revidující je zdarma. Kontrolovat vyhrané čísla Vašich losů a 6 zl. vše. Zašlete seznam losů s adresou a známkami na odp. pod zn. „Revise“ do Všeobecné inz. kanc. v Praze, Bazaru č. 27. 9207—I: [902, 1701, 1079, 1801]
ad-body: strojník z Josefova se žádá by sdělil svůj pobyt Jindřichu Kratochvílovi, řezbáři v Josefově. 12945: [1091, 387, 1269, 424]
classified-ad: [144, 1909, 320, 1990]
ad-body: neb menší dívky školu navštěvující přijme se do pěkného bytu na celé dobré zaopatření. Kr. Vinohrady, Hálkova tř. čís. 16. Bližší sdělí domovník tamtéž. 8751: [144, 1573, 320, 1635]
ad-heading: majicí od 1500 k jmění. Nab. pod znač. „A V 7327“ do admin. t. l.: [1095, 983, 1264, 1050]
classified-ad: [144, 1428, 320, 1497]
ad-heading: Byty: [213, 324, 251, 342]
classified-ad: [333, 1365, 509, 1421]
ad-heading: o 3 pokojích: [182, 1755, 283, 1773]
ad-body: nároží o 4 pok., kuch., s bohatým přísl. jest ihned neb od listop. k pronajmutí ul. 1278, nár. ul. Brandlovy a Divadelní na Vinohr. (v Eichmance). 464: [333, 382, 510, 443]
classified-ad: [712, 1306, 888, 1438]
classified-ad: [144, 1997, 320, 2066]
ad-body: s přísluš. v II. patře se pronajme ihned, aneb v velmi vyhlídkou do ulice, poloha dobrá. Vinohrady, Fochova ul., denní slunce, Praha VI., Svobodova ul. 189, proti Vyšehrad. nádraží. 427: [144, 1826, 320, 1901]
classified-ad: [144, 935, 320, 1042]
